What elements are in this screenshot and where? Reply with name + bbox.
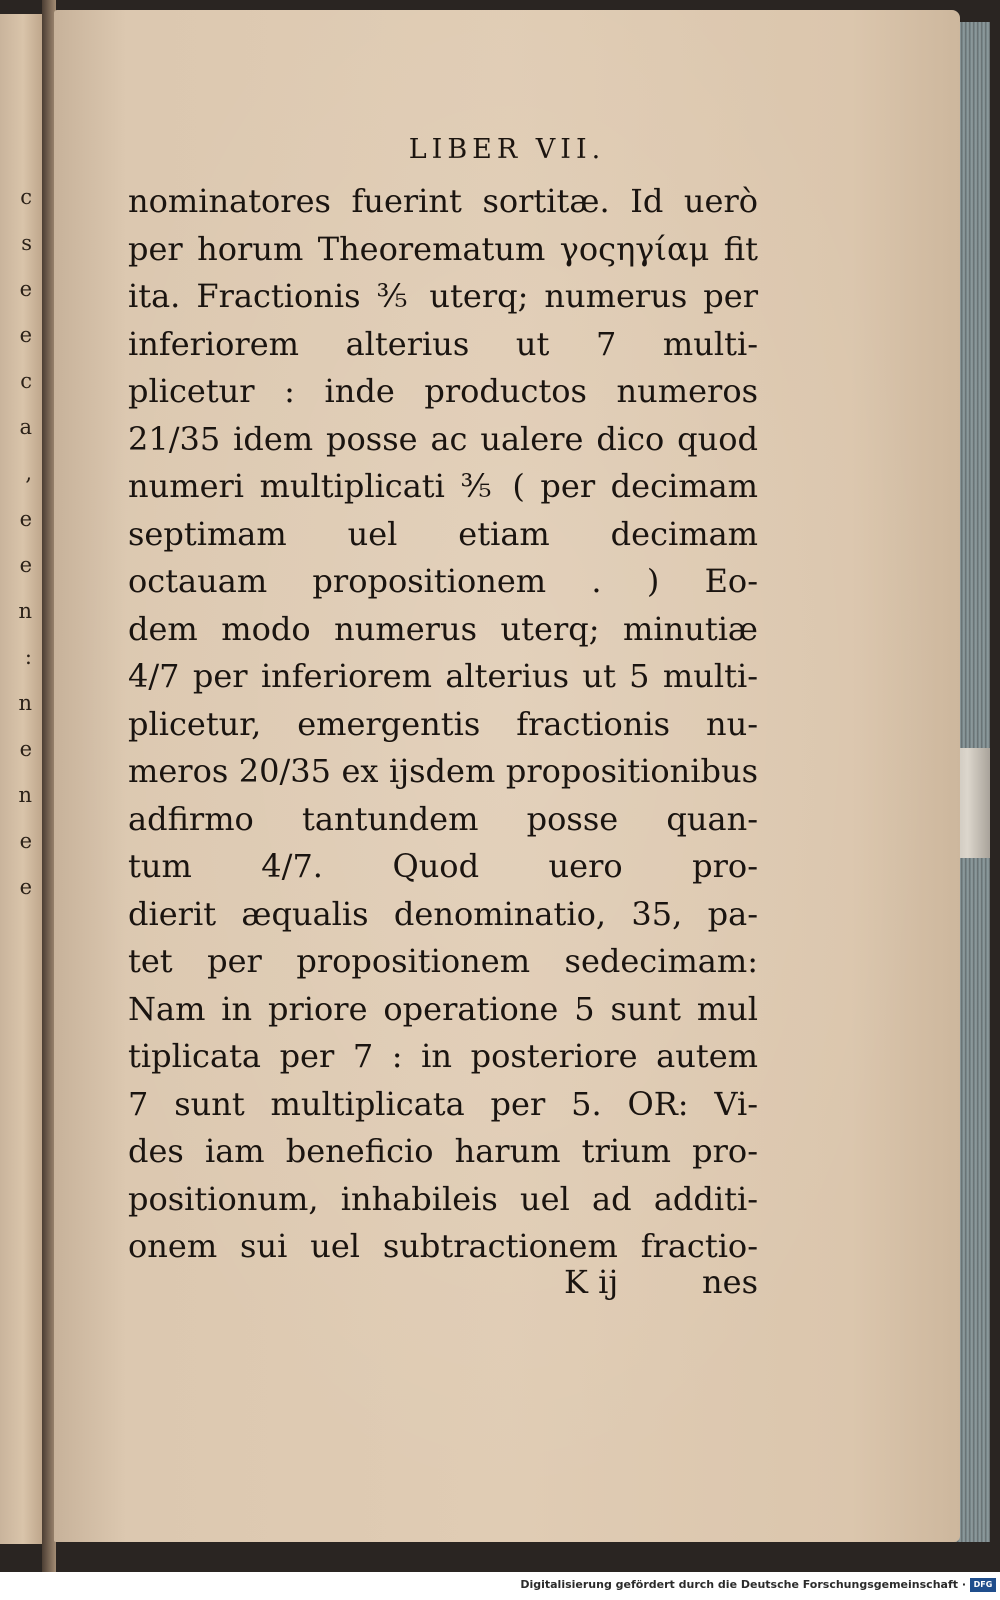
text-line: inferiorem alterius ut 7 multi- bbox=[128, 324, 758, 363]
margin-fragment: e bbox=[19, 875, 32, 899]
text-line: des iam beneficio harum trium pro- bbox=[128, 1132, 758, 1170]
catchword: nes bbox=[702, 1263, 758, 1301]
text-line: Nam in priore operatione 5 sunt mul bbox=[128, 989, 758, 1028]
text-line: tet per propositionem sedecimam: bbox=[128, 942, 758, 980]
funding-credit: Digitalisierung gefördert durch die Deutsche Forschungsgemeinschaft · bbox=[520, 1578, 966, 1591]
margin-fragment: : bbox=[24, 645, 32, 669]
margin-fragment: n bbox=[18, 691, 32, 715]
text-line: dem modo numerus uterq; minutiæ bbox=[128, 609, 758, 648]
margin-fragment: s bbox=[21, 231, 32, 255]
text-line: onem sui uel subtractionem fractio- bbox=[128, 1227, 758, 1265]
text-line: ita. Fractionis ⅗ uterq; numerus per bbox=[128, 277, 758, 315]
text-line: tiplicata per 7 : in posteriore autem bbox=[128, 1037, 758, 1075]
text-line: tum 4/7. Quod uero pro- bbox=[128, 847, 758, 885]
previous-page-margin-fragments bbox=[2, 174, 32, 910]
body-text bbox=[128, 178, 758, 1271]
margin-fragment: e bbox=[19, 737, 32, 761]
page-foot bbox=[128, 1258, 758, 1306]
text-line: numeri multiplicati ⅗ ( per decimam bbox=[128, 467, 758, 505]
text-line: septimam uel etiam decimam bbox=[128, 514, 758, 553]
text-line: octauam propositionem . ) Eo- bbox=[128, 562, 758, 600]
previous-page-edge bbox=[0, 14, 44, 1544]
margin-fragment: e bbox=[19, 323, 32, 347]
text-line: 4/7 per inferiorem alterius ut 5 multi- bbox=[128, 657, 758, 695]
margin-fragment: n bbox=[18, 599, 32, 623]
margin-fragment: e bbox=[19, 829, 32, 853]
margin-fragment: c bbox=[20, 185, 32, 209]
margin-fragment: , bbox=[25, 461, 32, 485]
digitization-footer bbox=[0, 1572, 1000, 1600]
text-line: dierit æqualis denominatio, 35, pa- bbox=[128, 894, 758, 933]
margin-fragment: c bbox=[20, 369, 32, 393]
text-line: 7 sunt multiplicata per 5. OR: Vi- bbox=[128, 1084, 758, 1123]
margin-fragment: e bbox=[19, 553, 32, 577]
text-line: per horum Theorematum γοςηγίαμ fit bbox=[128, 229, 758, 268]
margin-fragment: n bbox=[18, 783, 32, 807]
text-line: 21/35 idem posse ac ualere dico quod bbox=[128, 419, 758, 458]
text-line: plicetur : inde productos numeros bbox=[128, 372, 758, 410]
margin-fragment: e bbox=[19, 507, 32, 531]
signature-mark: K ij bbox=[564, 1263, 619, 1301]
dfg-logo: DFG bbox=[970, 1578, 996, 1592]
running-head: LIBER VII. bbox=[408, 134, 606, 165]
text-line: positionum, inhabileis uel ad additi- bbox=[128, 1179, 758, 1218]
text-line: meros 20/35 ex ijsdem propositionibus bbox=[128, 752, 758, 790]
margin-fragment: e bbox=[19, 277, 32, 301]
margin-fragment: a bbox=[19, 415, 32, 439]
book-page bbox=[54, 10, 960, 1542]
text-line: plicetur, emergentis fractionis nu- bbox=[128, 704, 758, 743]
text-line: adfirmo tantundem posse quan- bbox=[128, 799, 758, 838]
text-line: nominatores fuerint sortitæ. Id uerò bbox=[128, 182, 758, 220]
